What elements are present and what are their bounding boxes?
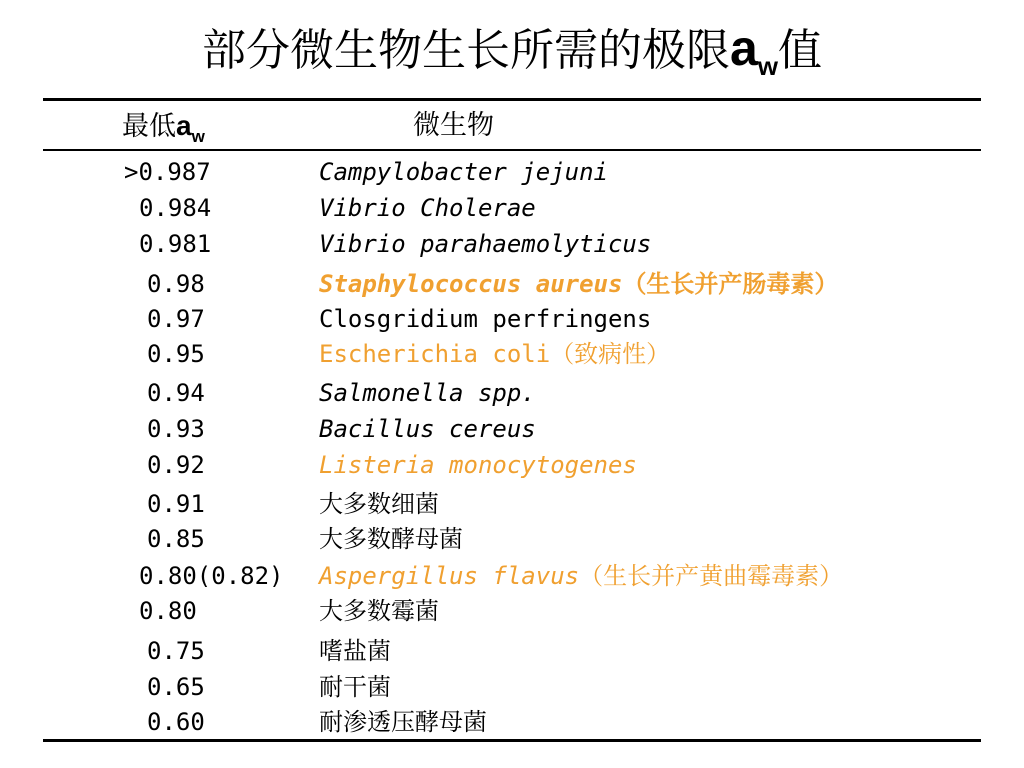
- column-header-aw-a: a: [176, 110, 192, 141]
- table-row: [0, 227, 1024, 261]
- table-row: [0, 634, 1024, 668]
- table-header-rule: [43, 149, 981, 151]
- table-bottom-rule: [43, 739, 981, 742]
- table-row: [0, 594, 1024, 628]
- title-aw-a: a: [729, 20, 758, 76]
- table-row: [0, 412, 1024, 446]
- scientific-name: Salmonella spp.: [319, 379, 536, 407]
- table-row: [0, 670, 1024, 704]
- title-suffix: 值: [778, 25, 823, 76]
- table-row: [0, 267, 1024, 301]
- aw-value: >0.987: [124, 158, 211, 186]
- table-row: [0, 337, 1024, 371]
- scientific-name: Vibrio parahaemolyticus: [319, 230, 652, 258]
- table-row: [0, 522, 1024, 556]
- column-header-min-aw-prefix: 最低: [122, 111, 176, 142]
- aw-value: 0.91: [147, 490, 205, 518]
- aw-value: 0.984: [139, 194, 212, 222]
- microorganism: [319, 559, 843, 593]
- microorganism: 大多数细菌: [319, 490, 439, 518]
- table-row: [0, 155, 1024, 189]
- microorganism: [319, 337, 670, 371]
- aw-value: 0.981: [139, 230, 212, 258]
- microorganism-name: Closgridium perfringens: [319, 305, 652, 333]
- microorganism-note: （生长并产黄曲霉毒素）: [579, 562, 844, 590]
- microorganism: [319, 227, 651, 261]
- table-row: [0, 376, 1024, 410]
- microorganism: 耐干菌: [319, 673, 391, 701]
- table-row: [0, 487, 1024, 521]
- title-aw-subscript: w: [757, 51, 779, 81]
- microorganism: 耐渗透压酵母菌: [319, 708, 487, 736]
- column-header-min-aw: [122, 104, 205, 148]
- microorganism: [319, 155, 608, 189]
- aw-value: 0.80: [139, 597, 197, 625]
- table-row: [0, 302, 1024, 336]
- microorganism-note: （生长并产肠毒素）: [622, 270, 839, 298]
- table-row: [0, 559, 1024, 593]
- scientific-name: Vibrio Cholerae: [319, 194, 536, 222]
- aw-value: 0.60: [147, 708, 205, 736]
- microorganism: 大多数酵母菌: [319, 525, 463, 553]
- aw-value: 0.92: [147, 451, 205, 479]
- aw-value: 0.95: [147, 340, 205, 368]
- scientific-name: Campylobacter jejuni: [319, 158, 608, 186]
- scientific-name: Listeria monocytogenes: [319, 451, 637, 479]
- scientific-name: Bacillus cereus: [319, 415, 536, 443]
- aw-value: 0.85: [147, 525, 205, 553]
- scientific-name: Aspergillus flavus: [319, 562, 580, 590]
- microorganism: [319, 302, 651, 336]
- column-header-microorganism: 微生物: [413, 110, 494, 141]
- microorganism: [319, 412, 536, 446]
- microorganism: 嗜盐菌: [319, 637, 391, 665]
- microorganism: [319, 448, 637, 482]
- microorganism: [319, 376, 536, 410]
- table-row: [0, 448, 1024, 482]
- microorganism-note: （致病性）: [550, 340, 671, 368]
- scientific-name: Staphylococcus aureus: [319, 270, 623, 298]
- microorganism: [319, 267, 838, 301]
- table-top-rule: [43, 98, 981, 101]
- table-row: [0, 705, 1024, 739]
- column-header-aw-subscript: w: [191, 127, 205, 146]
- aw-value: 0.97: [147, 305, 205, 333]
- title-text: 部分微生物生长所需的极限: [201, 25, 730, 76]
- slide-title: [0, 12, 1024, 92]
- aw-value: 0.65: [147, 673, 205, 701]
- table-row: [0, 191, 1024, 225]
- aw-value: 0.98: [147, 270, 205, 298]
- microorganism: 大多数霉菌: [319, 597, 439, 625]
- microorganism: [319, 191, 536, 225]
- aw-value: 0.80(0.82): [139, 562, 284, 590]
- aw-value: 0.93: [147, 415, 205, 443]
- aw-value: 0.75: [147, 637, 205, 665]
- microorganism-name: Escherichia coli: [319, 340, 551, 368]
- aw-value: 0.94: [147, 379, 205, 407]
